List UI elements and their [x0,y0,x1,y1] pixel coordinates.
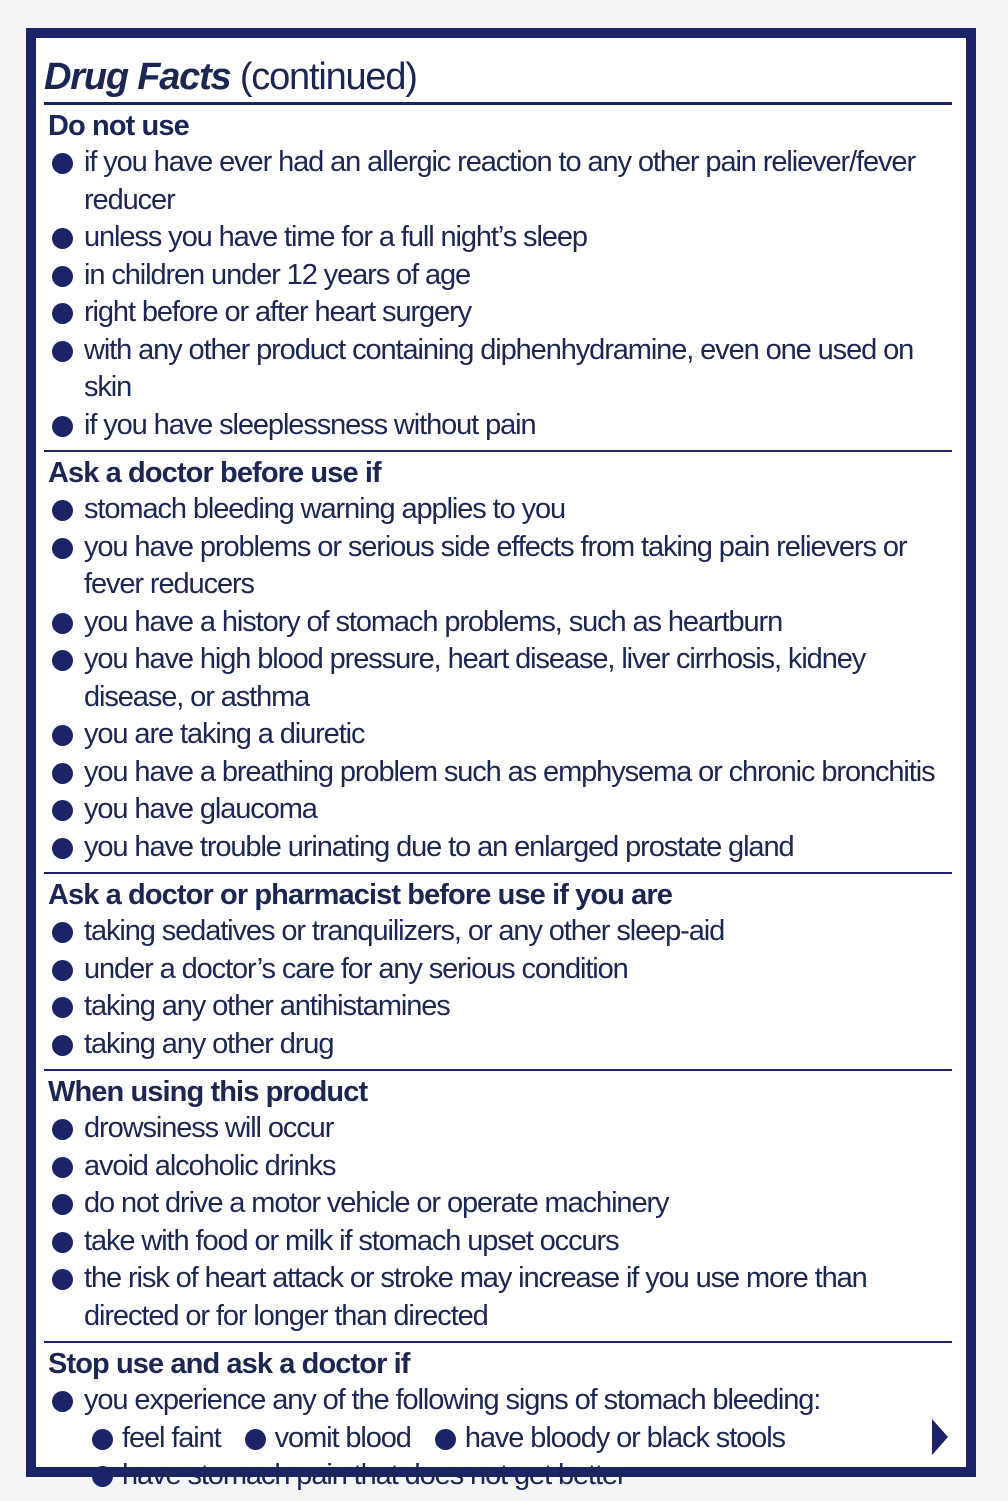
list-item: you have problems or serious side effects from taking pain relievers or fever reducers [48,529,952,604]
sub-list-item: vomit blood [241,1420,411,1458]
section-when-using [44,1071,952,1343]
list-item [48,1382,952,1495]
list-item: if you have ever had an allergic reaction to any other pain reliever/fever reducer [48,144,952,219]
section-ask-doctor-pharmacist [44,874,952,1071]
sub-list-item: feel faint [88,1420,221,1458]
triangle-right-icon [932,1419,948,1455]
sub-item-list [84,1420,952,1495]
list-item: you have a history of stomach problems, such as heartburn [48,604,952,642]
list-item: right before or after heart surgery [48,294,952,332]
sub-list-item: have stomach pain that does not get better [88,1457,626,1495]
list-item: taking any other antihistamines [48,988,952,1026]
list-item: taking any other drug [48,1026,952,1064]
section-stop-use [44,1343,952,1501]
list-item: do not drive a motor vehicle or operate machinery [48,1185,952,1223]
list-item: taking sedatives or tranquilizers, or any other sleep-aid [48,913,952,951]
title-bold: Drug Facts [44,56,231,98]
drug-facts-content [44,52,952,1491]
item-list [48,1110,952,1335]
item-list [48,913,952,1063]
section-heading: Stop use and ask a doctor if [48,1348,410,1380]
list-item: take with food or milk if stomach upset occurs [48,1223,952,1261]
list-item: the risk of heart attack or stroke may increase if you use more than directed or for longer than directed [48,1260,952,1335]
list-item: you have trouble urinating due to an enlarged prostate gland [48,829,952,867]
item-list [48,491,952,866]
list-item: under a doctor’s care for any serious condition [48,951,952,989]
section-ask-doctor [44,452,952,874]
item-list [48,1382,952,1495]
list-item: with any other product containing diphenhydramine, even one used on skin [48,332,952,407]
page-title [44,52,952,105]
list-item: avoid alcoholic drinks [48,1148,952,1186]
section-heading: Ask a doctor before use if [48,457,381,489]
list-item: if you have sleeplessness without pain [48,407,952,445]
title-continued: (continued) [239,56,417,98]
list-item: you have high blood pressure, heart disease, liver cirrhosis, kidney disease, or asthma [48,641,952,716]
list-item: you are taking a diuretic [48,716,952,754]
list-item: stomach bleeding warning applies to you [48,491,952,529]
list-item: you have a breathing problem such as emphysema or chronic bronchitis [48,754,952,792]
section-heading: When using this product [48,1076,368,1108]
section-do-not-use [44,105,952,452]
list-item: drowsiness will occur [48,1110,952,1148]
drug-facts-panel [26,28,976,1491]
section-heading: Ask a doctor or pharmacist before use if you are [48,879,672,911]
list-item: unless you have time for a full night’s sleep [48,219,952,257]
item-list [48,144,952,444]
sub-list-item: have bloody or black stools [431,1420,785,1458]
section-heading: Do not use [48,110,189,142]
list-item: in children under 12 years of age [48,257,952,295]
list-item: you have glaucoma [48,791,952,829]
list-item-text: you experience any of the following signs of stomach bleeding: [84,1384,821,1416]
